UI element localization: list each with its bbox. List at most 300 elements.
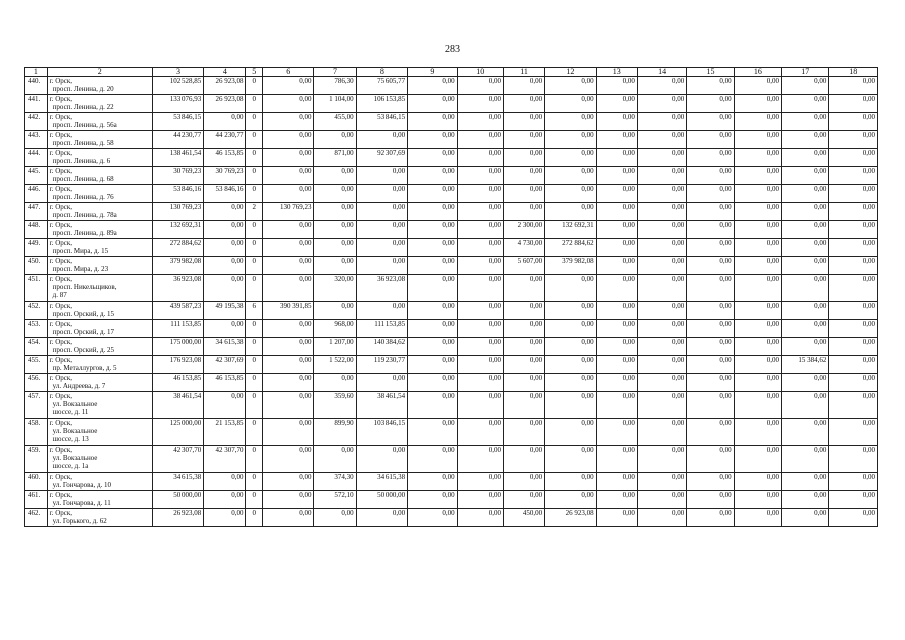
value-cell-col-11: 0,00 — [503, 95, 544, 113]
value-cell-col-5: 0 — [246, 275, 262, 302]
value-cell-col-15: 0,00 — [687, 374, 734, 392]
value-cell-col-15: 0,00 — [687, 338, 734, 356]
value-cell-col-12: 0,00 — [545, 473, 597, 491]
table-row — [25, 167, 878, 185]
address-line: ул. Горького, д. 62 — [52, 517, 107, 525]
value-cell-col-5: 2 — [246, 203, 262, 221]
value-cell-col-18: 0,00 — [829, 473, 878, 491]
value-cell-col-11: 0,00 — [503, 302, 544, 320]
value-cell-col-3: 130 769,23 — [152, 203, 204, 221]
value-cell-col-11: 0,00 — [503, 338, 544, 356]
value-cell-col-12: 0,00 — [545, 320, 597, 338]
value-cell-col-16: 0,00 — [734, 338, 781, 356]
value-cell-col-9: 0,00 — [408, 113, 457, 131]
value-cell-col-18: 0,00 — [829, 302, 878, 320]
value-cell-col-8: 75 605,77 — [356, 77, 408, 95]
address-line: г. Орск, — [49, 356, 73, 364]
column-header-18: 18 — [829, 68, 878, 77]
value-cell-col-18: 0,00 — [829, 239, 878, 257]
address-cell — [47, 374, 152, 392]
value-cell-col-9: 0,00 — [408, 419, 457, 446]
value-cell-col-16: 0,00 — [734, 419, 781, 446]
value-cell-col-16: 0,00 — [734, 239, 781, 257]
value-cell-col-5: 0 — [246, 509, 262, 527]
row-number: 443. — [25, 131, 48, 149]
value-cell-col-15: 0,00 — [687, 167, 734, 185]
value-cell-col-17: 0,00 — [782, 185, 829, 203]
value-cell-col-14: 0,00 — [637, 320, 686, 338]
value-cell-col-3: 133 076,93 — [152, 95, 204, 113]
row-number: 447. — [25, 203, 48, 221]
value-cell-col-16: 0,00 — [734, 320, 781, 338]
value-cell-col-18: 0,00 — [829, 275, 878, 302]
column-header-10: 10 — [457, 68, 503, 77]
value-cell-col-14: 0,00 — [637, 167, 686, 185]
table-row — [25, 509, 878, 527]
value-cell-col-7: 0,00 — [314, 374, 356, 392]
value-cell-col-10: 0,00 — [457, 275, 503, 302]
value-cell-col-4: 49 195,38 — [204, 302, 246, 320]
address-line: г. Орск, — [49, 509, 73, 517]
value-cell-col-9: 0,00 — [408, 239, 457, 257]
value-cell-col-6: 0,00 — [262, 392, 314, 419]
address-cell — [47, 221, 152, 239]
value-cell-col-5: 0 — [246, 338, 262, 356]
value-cell-col-5: 0 — [246, 95, 262, 113]
address-line: просп. Никельщиков, — [52, 283, 117, 291]
table-row — [25, 419, 878, 446]
value-cell-col-3: 132 692,31 — [152, 221, 204, 239]
value-cell-col-6: 0,00 — [262, 374, 314, 392]
value-cell-col-3: 138 461,54 — [152, 149, 204, 167]
value-cell-col-12: 0,00 — [545, 77, 597, 95]
value-cell-col-17: 0,00 — [782, 473, 829, 491]
value-cell-col-12: 0,00 — [545, 167, 597, 185]
value-cell-col-6: 130 769,23 — [262, 203, 314, 221]
address-line: просп. Мира, д. 15 — [52, 247, 109, 255]
value-cell-col-16: 0,00 — [734, 275, 781, 302]
value-cell-col-15: 0,00 — [687, 203, 734, 221]
value-cell-col-9: 0,00 — [408, 185, 457, 203]
value-cell-col-12: 0,00 — [545, 131, 597, 149]
address-cell — [47, 356, 152, 374]
address-line: просп. Мира, д. 23 — [52, 265, 109, 273]
value-cell-col-4: 0,00 — [204, 203, 246, 221]
value-cell-col-16: 0,00 — [734, 257, 781, 275]
value-cell-col-18: 0,00 — [829, 446, 878, 473]
address-line: пр. Металлургов, д. 5 — [52, 364, 117, 372]
address-line: ул. Андреева, д. 7 — [52, 382, 106, 390]
address-line: просп. Орский, д. 25 — [52, 346, 115, 354]
row-number: 440. — [25, 77, 48, 95]
value-cell-col-13: 0,00 — [596, 302, 637, 320]
value-cell-col-6: 0,00 — [262, 509, 314, 527]
value-cell-col-14: 0,00 — [637, 203, 686, 221]
value-cell-col-18: 0,00 — [829, 419, 878, 446]
value-cell-col-9: 0,00 — [408, 131, 457, 149]
address-line: просп. Ленина, д. 6 — [52, 157, 111, 165]
value-cell-col-13: 0,00 — [596, 392, 637, 419]
address-line: г. Орск, — [49, 113, 73, 121]
value-cell-col-13: 0,00 — [596, 167, 637, 185]
value-cell-col-13: 0,00 — [596, 419, 637, 446]
value-cell-col-10: 0,00 — [457, 446, 503, 473]
value-cell-col-10: 0,00 — [457, 356, 503, 374]
row-number: 448. — [25, 221, 48, 239]
value-cell-col-6: 0,00 — [262, 131, 314, 149]
table-body — [25, 77, 878, 527]
value-cell-col-15: 0,00 — [687, 356, 734, 374]
value-cell-col-9: 0,00 — [408, 446, 457, 473]
row-number: 445. — [25, 167, 48, 185]
row-number: 461. — [25, 491, 48, 509]
value-cell-col-10: 0,00 — [457, 491, 503, 509]
value-cell-col-5: 0 — [246, 185, 262, 203]
address-line: г. Орск, — [49, 131, 73, 139]
value-cell-col-10: 0,00 — [457, 473, 503, 491]
value-cell-col-15: 0,00 — [687, 113, 734, 131]
value-cell-col-10: 0,00 — [457, 113, 503, 131]
value-cell-col-5: 0 — [246, 473, 262, 491]
value-cell-col-4: 42 307,69 — [204, 356, 246, 374]
value-cell-col-15: 0,00 — [687, 95, 734, 113]
value-cell-col-7: 0,00 — [314, 257, 356, 275]
table-row — [25, 374, 878, 392]
value-cell-col-5: 0 — [246, 320, 262, 338]
value-cell-col-15: 0,00 — [687, 149, 734, 167]
value-cell-col-15: 0,00 — [687, 131, 734, 149]
value-cell-col-13: 0,00 — [596, 203, 637, 221]
value-cell-col-9: 0,00 — [408, 203, 457, 221]
value-cell-col-13: 0,00 — [596, 149, 637, 167]
value-cell-col-15: 0,00 — [687, 320, 734, 338]
address-line: шоссе, д. 11 — [52, 408, 89, 416]
value-cell-col-3: 272 884,62 — [152, 239, 204, 257]
value-cell-col-15: 0,00 — [687, 419, 734, 446]
value-cell-col-11: 4 730,00 — [503, 239, 544, 257]
value-cell-col-7: 455,00 — [314, 113, 356, 131]
value-cell-col-7: 0,00 — [314, 131, 356, 149]
value-cell-col-14: 0,00 — [637, 356, 686, 374]
value-cell-col-8: 0,00 — [356, 374, 408, 392]
value-cell-col-6: 0,00 — [262, 419, 314, 446]
value-cell-col-7: 1 207,00 — [314, 338, 356, 356]
value-cell-col-8: 119 230,77 — [356, 356, 408, 374]
value-cell-col-7: 968,00 — [314, 320, 356, 338]
address-line: просп. Орский, д. 15 — [52, 310, 115, 318]
value-cell-col-18: 0,00 — [829, 77, 878, 95]
value-cell-col-4: 44 230,77 — [204, 131, 246, 149]
address-cell — [47, 167, 152, 185]
value-cell-col-17: 0,00 — [782, 221, 829, 239]
address-line: просп. Ленина, д. 22 — [52, 103, 114, 111]
value-cell-col-3: 30 769,23 — [152, 167, 204, 185]
table-row — [25, 257, 878, 275]
address-line: г. Орск, — [49, 185, 73, 193]
value-cell-col-18: 0,00 — [829, 374, 878, 392]
table-row — [25, 95, 878, 113]
table-row — [25, 302, 878, 320]
value-cell-col-11: 0,00 — [503, 374, 544, 392]
value-cell-col-14: 0,00 — [637, 221, 686, 239]
value-cell-col-8: 0,00 — [356, 203, 408, 221]
table-row — [25, 77, 878, 95]
address-cell — [47, 338, 152, 356]
value-cell-col-18: 0,00 — [829, 491, 878, 509]
value-cell-col-10: 0,00 — [457, 131, 503, 149]
value-cell-col-13: 0,00 — [596, 185, 637, 203]
value-cell-col-16: 0,00 — [734, 491, 781, 509]
table-row — [25, 392, 878, 419]
value-cell-col-8: 0,00 — [356, 257, 408, 275]
value-cell-col-4: 0,00 — [204, 257, 246, 275]
value-cell-col-14: 0,00 — [637, 419, 686, 446]
page-number: 283 — [445, 44, 460, 55]
value-cell-col-11: 450,00 — [503, 509, 544, 527]
address-cell — [47, 473, 152, 491]
value-cell-col-3: 42 307,70 — [152, 446, 204, 473]
value-cell-col-6: 0,00 — [262, 320, 314, 338]
value-cell-col-9: 0,00 — [408, 392, 457, 419]
value-cell-col-18: 0,00 — [829, 131, 878, 149]
value-cell-col-14: 0,00 — [637, 239, 686, 257]
value-cell-col-3: 379 982,08 — [152, 257, 204, 275]
header-row — [25, 68, 878, 77]
column-header-5: 5 — [246, 68, 262, 77]
value-cell-col-12: 26 923,08 — [545, 509, 597, 527]
value-cell-col-7: 0,00 — [314, 509, 356, 527]
value-cell-col-16: 0,00 — [734, 203, 781, 221]
value-cell-col-13: 0,00 — [596, 491, 637, 509]
value-cell-col-4: 0,00 — [204, 473, 246, 491]
value-cell-col-17: 0,00 — [782, 509, 829, 527]
value-cell-col-7: 1 522,00 — [314, 356, 356, 374]
value-cell-col-18: 0,00 — [829, 257, 878, 275]
value-cell-col-8: 34 615,38 — [356, 473, 408, 491]
address-cell — [47, 257, 152, 275]
value-cell-col-9: 0,00 — [408, 356, 457, 374]
value-cell-col-4: 0,00 — [204, 221, 246, 239]
value-cell-col-11: 0,00 — [503, 356, 544, 374]
value-cell-col-5: 0 — [246, 221, 262, 239]
value-cell-col-18: 0,00 — [829, 320, 878, 338]
column-header-13: 13 — [596, 68, 637, 77]
value-cell-col-6: 0,00 — [262, 221, 314, 239]
value-cell-col-8: 92 307,69 — [356, 149, 408, 167]
value-cell-col-10: 0,00 — [457, 77, 503, 95]
value-cell-col-11: 5 607,00 — [503, 257, 544, 275]
value-cell-col-5: 0 — [246, 491, 262, 509]
value-cell-col-10: 0,00 — [457, 95, 503, 113]
value-cell-col-14: 0,00 — [637, 338, 686, 356]
address-line: г. Орск, — [49, 95, 73, 103]
value-cell-col-16: 0,00 — [734, 113, 781, 131]
value-cell-col-6: 390 391,85 — [262, 302, 314, 320]
table-row — [25, 473, 878, 491]
value-cell-col-10: 0,00 — [457, 221, 503, 239]
value-cell-col-12: 0,00 — [545, 185, 597, 203]
value-cell-col-12: 0,00 — [545, 491, 597, 509]
value-cell-col-7: 871,00 — [314, 149, 356, 167]
value-cell-col-16: 0,00 — [734, 473, 781, 491]
address-line: г. Орск, — [49, 239, 73, 247]
value-cell-col-7: 0,00 — [314, 302, 356, 320]
value-cell-col-17: 0,00 — [782, 491, 829, 509]
value-cell-col-14: 0,00 — [637, 392, 686, 419]
value-cell-col-10: 0,00 — [457, 239, 503, 257]
value-cell-col-7: 0,00 — [314, 167, 356, 185]
value-cell-col-18: 0,00 — [829, 338, 878, 356]
value-cell-col-4: 26 923,08 — [204, 77, 246, 95]
value-cell-col-9: 0,00 — [408, 257, 457, 275]
value-cell-col-13: 0,00 — [596, 356, 637, 374]
value-cell-col-15: 0,00 — [687, 77, 734, 95]
value-cell-col-5: 0 — [246, 239, 262, 257]
address-line: ул. Гончарова, д. 11 — [52, 499, 111, 507]
value-cell-col-17: 0,00 — [782, 77, 829, 95]
row-number: 450. — [25, 257, 48, 275]
value-cell-col-7: 359,60 — [314, 392, 356, 419]
address-cell — [47, 185, 152, 203]
column-header-11: 11 — [503, 68, 544, 77]
address-cell — [47, 509, 152, 527]
column-header-15: 15 — [687, 68, 734, 77]
value-cell-col-13: 0,00 — [596, 95, 637, 113]
address-line: г. Орск, — [49, 446, 73, 454]
address-cell — [47, 239, 152, 257]
value-cell-col-14: 0,00 — [637, 491, 686, 509]
value-cell-col-9: 0,00 — [408, 77, 457, 95]
row-number: 459. — [25, 446, 48, 473]
address-line: просп. Ленина, д. 56а — [52, 121, 117, 129]
row-number: 441. — [25, 95, 48, 113]
value-cell-col-4: 42 307,70 — [204, 446, 246, 473]
value-cell-col-6: 0,00 — [262, 446, 314, 473]
value-cell-col-12: 132 692,31 — [545, 221, 597, 239]
address-line: г. Орск, — [49, 338, 73, 346]
value-cell-col-3: 50 000,00 — [152, 491, 204, 509]
value-cell-col-18: 0,00 — [829, 203, 878, 221]
row-number: 457. — [25, 392, 48, 419]
value-cell-col-9: 0,00 — [408, 302, 457, 320]
value-cell-col-8: 0,00 — [356, 185, 408, 203]
value-cell-col-3: 176 923,08 — [152, 356, 204, 374]
value-cell-col-15: 0,00 — [687, 473, 734, 491]
value-cell-col-11: 0,00 — [503, 185, 544, 203]
value-cell-col-5: 6 — [246, 302, 262, 320]
value-cell-col-9: 0,00 — [408, 509, 457, 527]
value-cell-col-18: 0,00 — [829, 167, 878, 185]
value-cell-col-4: 0,00 — [204, 239, 246, 257]
value-cell-col-18: 0,00 — [829, 356, 878, 374]
row-number: 456. — [25, 374, 48, 392]
value-cell-col-16: 0,00 — [734, 509, 781, 527]
value-cell-col-9: 0,00 — [408, 320, 457, 338]
address-cell — [47, 275, 152, 302]
value-cell-col-5: 0 — [246, 167, 262, 185]
value-cell-col-6: 0,00 — [262, 338, 314, 356]
value-cell-col-17: 0,00 — [782, 419, 829, 446]
column-header-17: 17 — [782, 68, 829, 77]
address-cell — [47, 392, 152, 419]
address-cell — [47, 149, 152, 167]
value-cell-col-9: 0,00 — [408, 167, 457, 185]
column-header-8: 8 — [356, 68, 408, 77]
value-cell-col-8: 0,00 — [356, 167, 408, 185]
value-cell-col-15: 0,00 — [687, 491, 734, 509]
row-number: 460. — [25, 473, 48, 491]
value-cell-col-7: 374,30 — [314, 473, 356, 491]
address-line: г. Орск, — [49, 320, 73, 328]
row-number: 446. — [25, 185, 48, 203]
value-cell-col-10: 0,00 — [457, 509, 503, 527]
address-cell — [47, 77, 152, 95]
value-cell-col-3: 38 461,54 — [152, 392, 204, 419]
value-cell-col-17: 0,00 — [782, 131, 829, 149]
row-number: 449. — [25, 239, 48, 257]
value-cell-col-12: 0,00 — [545, 95, 597, 113]
value-cell-col-12: 379 982,08 — [545, 257, 597, 275]
value-cell-col-15: 0,00 — [687, 392, 734, 419]
value-cell-col-13: 0,00 — [596, 77, 637, 95]
table-row — [25, 113, 878, 131]
value-cell-col-14: 0,00 — [637, 95, 686, 113]
value-cell-col-11: 0,00 — [503, 77, 544, 95]
value-cell-col-7: 0,00 — [314, 239, 356, 257]
value-cell-col-6: 0,00 — [262, 239, 314, 257]
value-cell-col-13: 0,00 — [596, 257, 637, 275]
value-cell-col-8: 0,00 — [356, 509, 408, 527]
value-cell-col-13: 0,00 — [596, 473, 637, 491]
value-cell-col-7: 0,00 — [314, 221, 356, 239]
address-line: шоссе, д. 13 — [52, 435, 89, 443]
value-cell-col-10: 0,00 — [457, 392, 503, 419]
address-line: г. Орск, — [49, 167, 73, 175]
column-header-12: 12 — [545, 68, 597, 77]
value-cell-col-6: 0,00 — [262, 185, 314, 203]
value-cell-col-13: 0,00 — [596, 239, 637, 257]
value-cell-col-3: 26 923,08 — [152, 509, 204, 527]
address-line: г. Орск, — [49, 77, 73, 85]
value-cell-col-13: 0,00 — [596, 131, 637, 149]
value-cell-col-14: 0,00 — [637, 509, 686, 527]
address-line: ул. Гончарова, д. 10 — [52, 481, 112, 489]
value-cell-col-7: 320,00 — [314, 275, 356, 302]
table-row — [25, 320, 878, 338]
address-cell — [47, 131, 152, 149]
value-cell-col-11: 0,00 — [503, 446, 544, 473]
value-cell-col-13: 0,00 — [596, 320, 637, 338]
value-cell-col-17: 0,00 — [782, 203, 829, 221]
value-cell-col-6: 0,00 — [262, 257, 314, 275]
value-cell-col-11: 2 300,00 — [503, 221, 544, 239]
value-cell-col-3: 34 615,38 — [152, 473, 204, 491]
value-cell-col-3: 439 587,23 — [152, 302, 204, 320]
value-cell-col-14: 0,00 — [637, 446, 686, 473]
value-cell-col-6: 0,00 — [262, 275, 314, 302]
row-number: 453. — [25, 320, 48, 338]
value-cell-col-16: 0,00 — [734, 95, 781, 113]
address-cell — [47, 419, 152, 446]
address-line: г. Орск, — [49, 302, 73, 310]
row-number: 454. — [25, 338, 48, 356]
row-number: 462. — [25, 509, 48, 527]
value-cell-col-5: 0 — [246, 149, 262, 167]
address-line: просп. Ленина, д. 76 — [52, 193, 114, 201]
table-row — [25, 221, 878, 239]
address-line: г. Орск, — [49, 221, 73, 229]
value-cell-col-12: 0,00 — [545, 338, 597, 356]
